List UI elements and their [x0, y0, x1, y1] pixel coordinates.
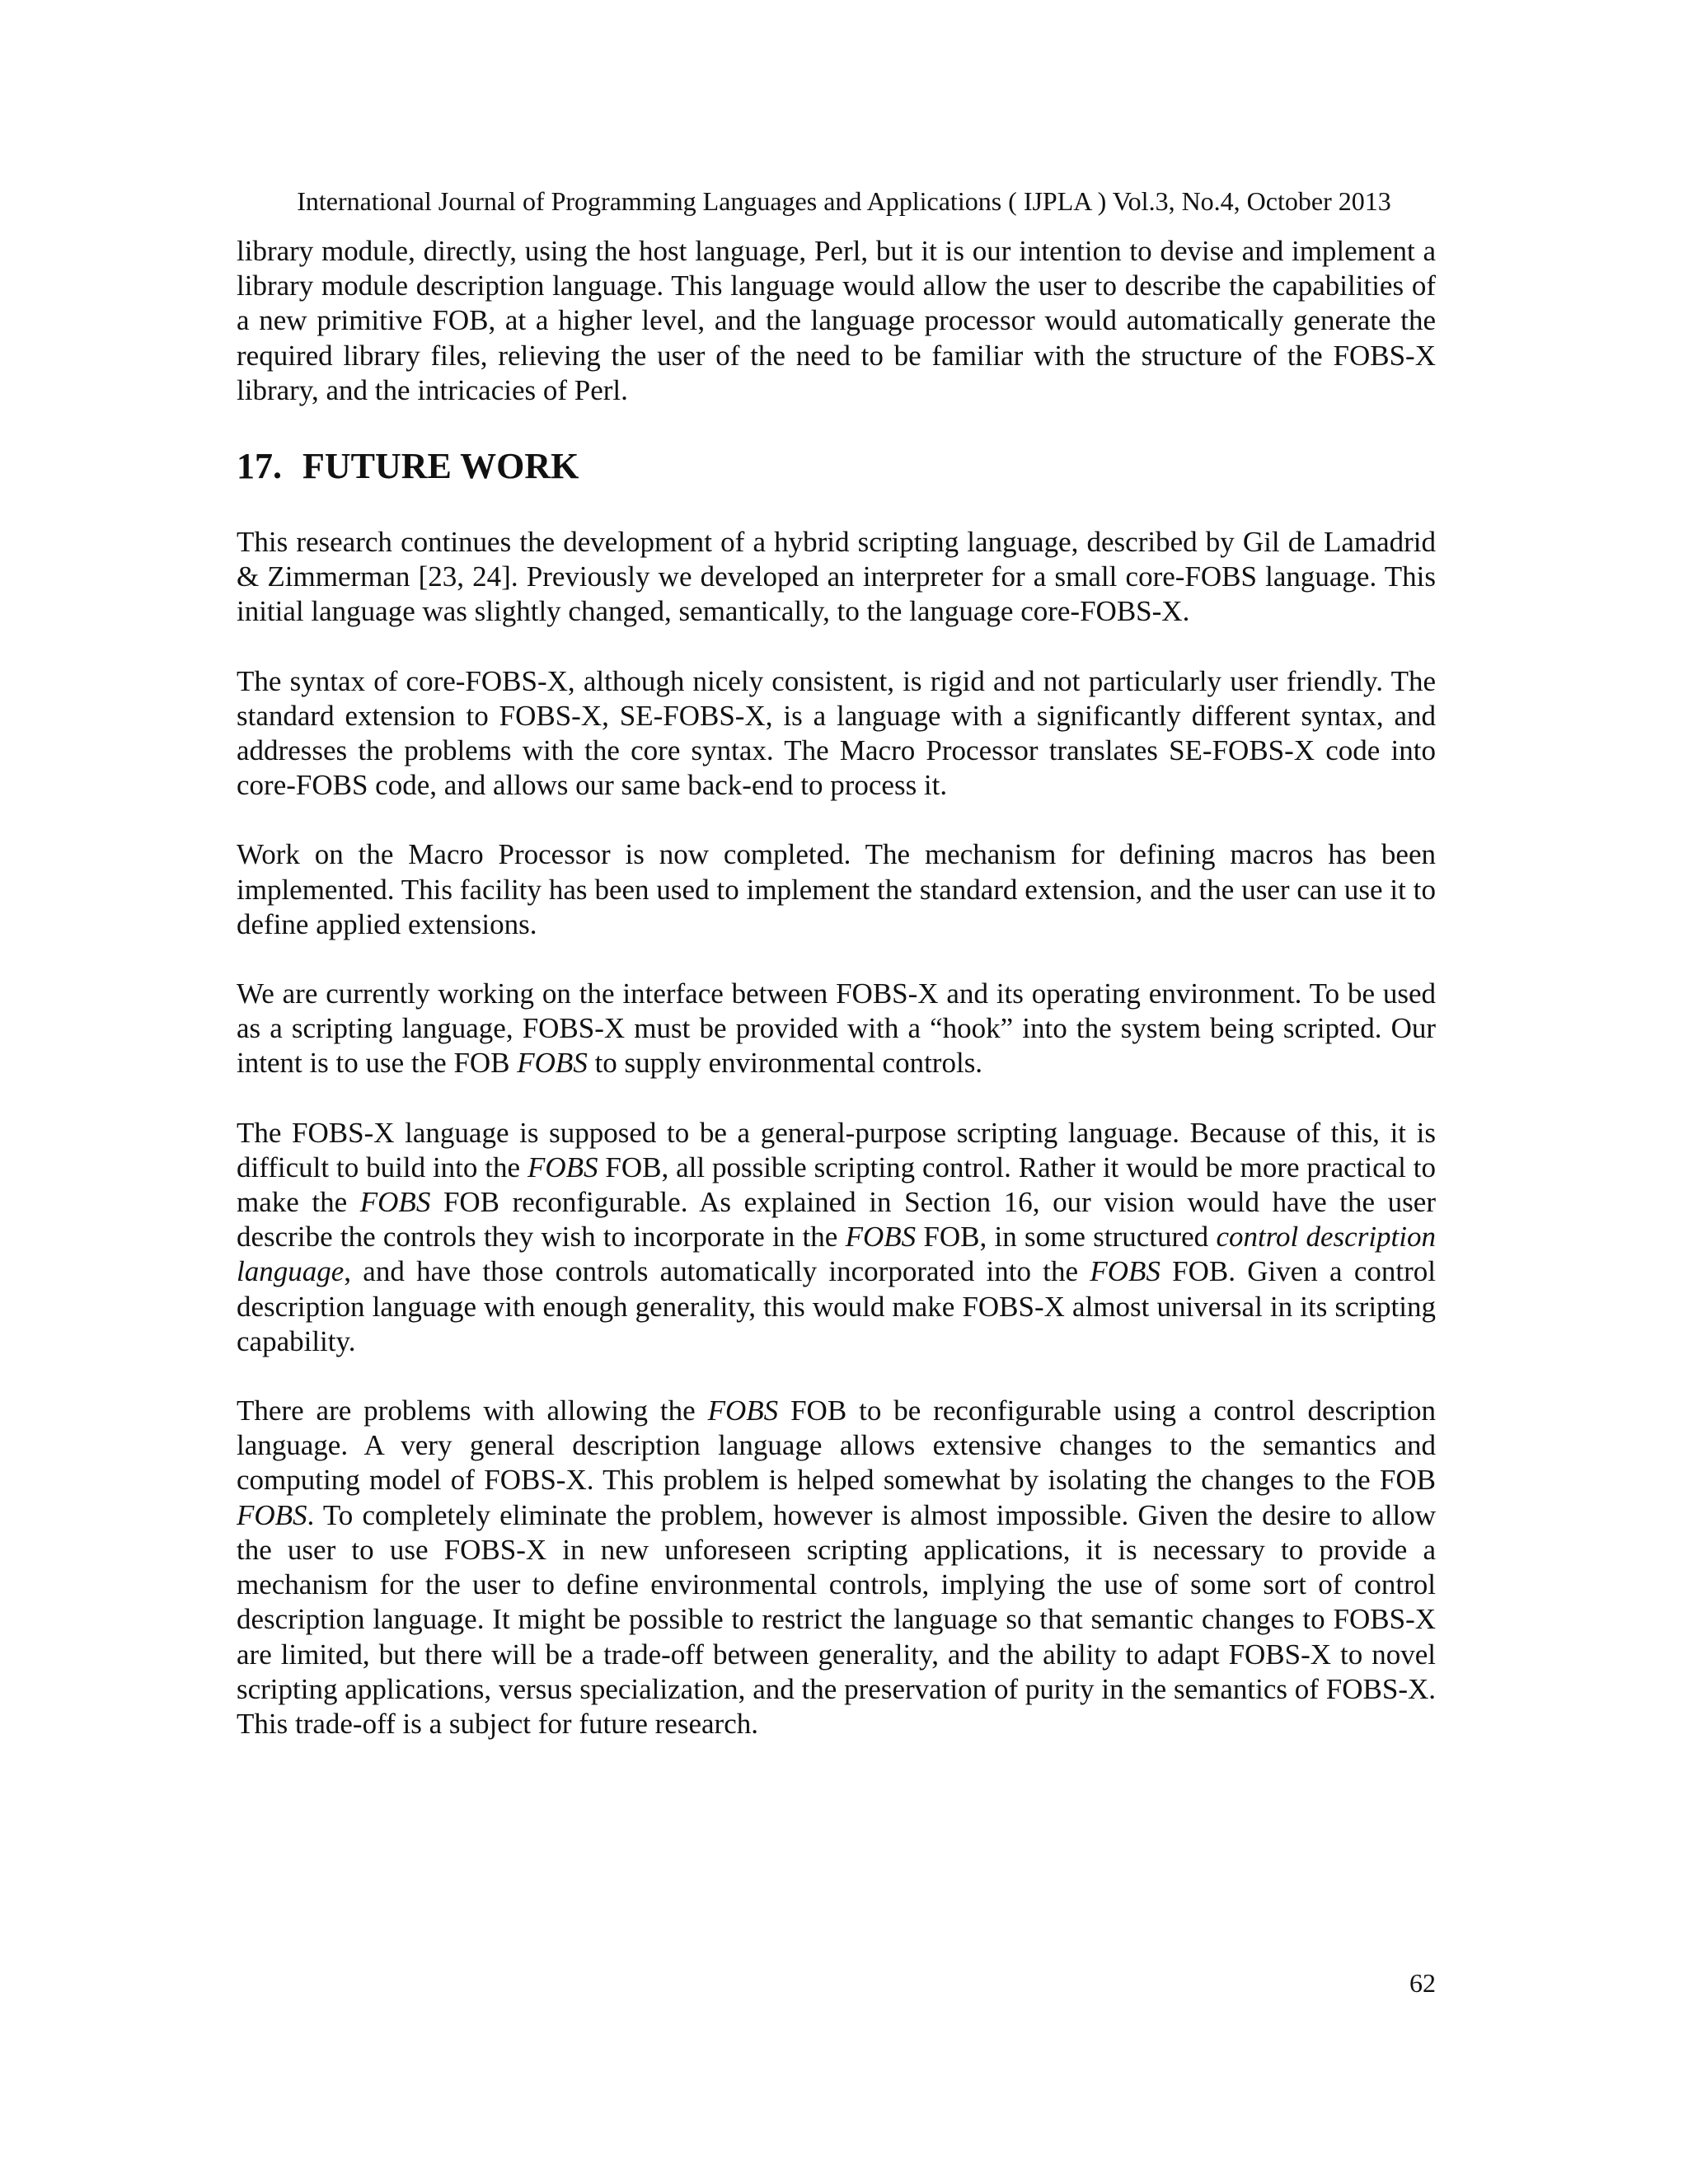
- text-run: FOB, in some structured: [916, 1221, 1217, 1254]
- text-run: FOB, all possible scripting control. Rather it would be more practical to make the: [237, 1151, 1436, 1219]
- text-run: . To completely eliminate the problem, however is almost impossible. Given the desire to allow the user to use FOBS-X in new unforeseen scripting applications, it is necessary to provide a mechanism for the user to define environmental controls, implying the use of some sort of control description language. It might be possible to restrict the language so that semantic changes to FOBS-X are limited, but there will be a trade-off between generality, and the ability to adapt FOBS-X to novel scripting applications, versus specialization, and the preservation of purity in the semantics of FOBS-X. This trade-off is a subject for future research.: [237, 1498, 1436, 1740]
- paragraph-3: Work on the Macro Processor is now completed. The mechanism for defining macros has been implemented. This facility has been used to implement the standard extension, and the user can use it to define applied extensions.: [237, 838, 1436, 940]
- emphasis-fobs: FOBS: [517, 1047, 588, 1080]
- paragraph-6: [237, 1394, 1436, 1741]
- paragraph-4: [237, 977, 1436, 1081]
- text-run: to supply environmental controls.: [587, 1047, 983, 1080]
- continuation-paragraph: library module, directly, using the host language, Perl, but it is our intention to devise and implement a library module description language. This language would allow the user to describe the capabilities of a new primitive FOB, at a higher level, and the language processor would automatically generate the required library files, relieving the user of the need to be familiar with the structure of the FOBS-X library, and the intricacies of Perl.: [237, 235, 1436, 406]
- section-number: 17.: [237, 446, 282, 487]
- text-run: , and have those controls automatically incorporated into the: [344, 1255, 1090, 1288]
- emphasis-fobs: FOBS: [359, 1186, 431, 1219]
- emphasis-fobs: FOBS: [527, 1151, 598, 1183]
- emphasis-control-description-language: control description language: [237, 1221, 1437, 1288]
- page-body: [237, 234, 1436, 1741]
- running-header: International Journal of Programming Languages and Applications ( IJPLA ) Vol.3, No.4, October 2013: [297, 186, 1391, 216]
- emphasis-fobs: FOBS: [707, 1394, 779, 1427]
- emphasis-fobs: FOBS: [845, 1221, 917, 1254]
- paragraph-1: This research continues the development of a hybrid scripting language, described by Gil de Lamadrid & Zimmerman [23, 24]. Previously we developed an interpreter for a small core-FOBS language. This initial language was slightly changed, semantically, to the language core-FOBS-X.: [237, 526, 1436, 628]
- emphasis-fobs: FOBS: [237, 1498, 307, 1531]
- page-number: 62: [1409, 1968, 1436, 1998]
- section-heading: [237, 444, 1436, 489]
- text-run: There are problems with allowing the: [237, 1394, 708, 1427]
- emphasis-fobs: FOBS: [1090, 1255, 1160, 1288]
- text-run: FOB reconfigurable. As explained in Section 16, our vision would have the user describe the controls they wish to incorporate in the: [237, 1186, 1436, 1254]
- text-run: FOB. Given a control description language with enough generality, this would make FOBS-X almost universal in its scripting capability.: [237, 1255, 1437, 1357]
- paragraph-2: The syntax of core-FOBS-X, although nicely consistent, is rigid and not particularly user friendly. The standard extension to FOBS-X, SE-FOBS-X, is a language with a significantly different syntax, and addresses the problems with the core syntax. The Macro Processor translates SE-FOBS-X code into core-FOBS code, and allows our same back-end to process it.: [237, 664, 1436, 802]
- text-run: FOB to be reconfigurable using a control description language. A very general description language allows extensive changes to the semantics and computing model of FOBS-X. This problem is helped somewhat by isolating the changes to the FOB: [237, 1394, 1436, 1497]
- paragraph-5: [237, 1116, 1436, 1359]
- section-title: FUTURE WORK: [302, 446, 579, 487]
- text-run: We are currently working on the interface between FOBS-X and its operating environment. To be used as a scripting language, FOBS-X must be provided with a “hook” into the system being scripted. Our intent is to use the FOB: [237, 977, 1436, 1080]
- text-run: The FOBS-X language is supposed to be a general-purpose scripting language. Because of this, it is difficult to build into the: [237, 1116, 1436, 1183]
